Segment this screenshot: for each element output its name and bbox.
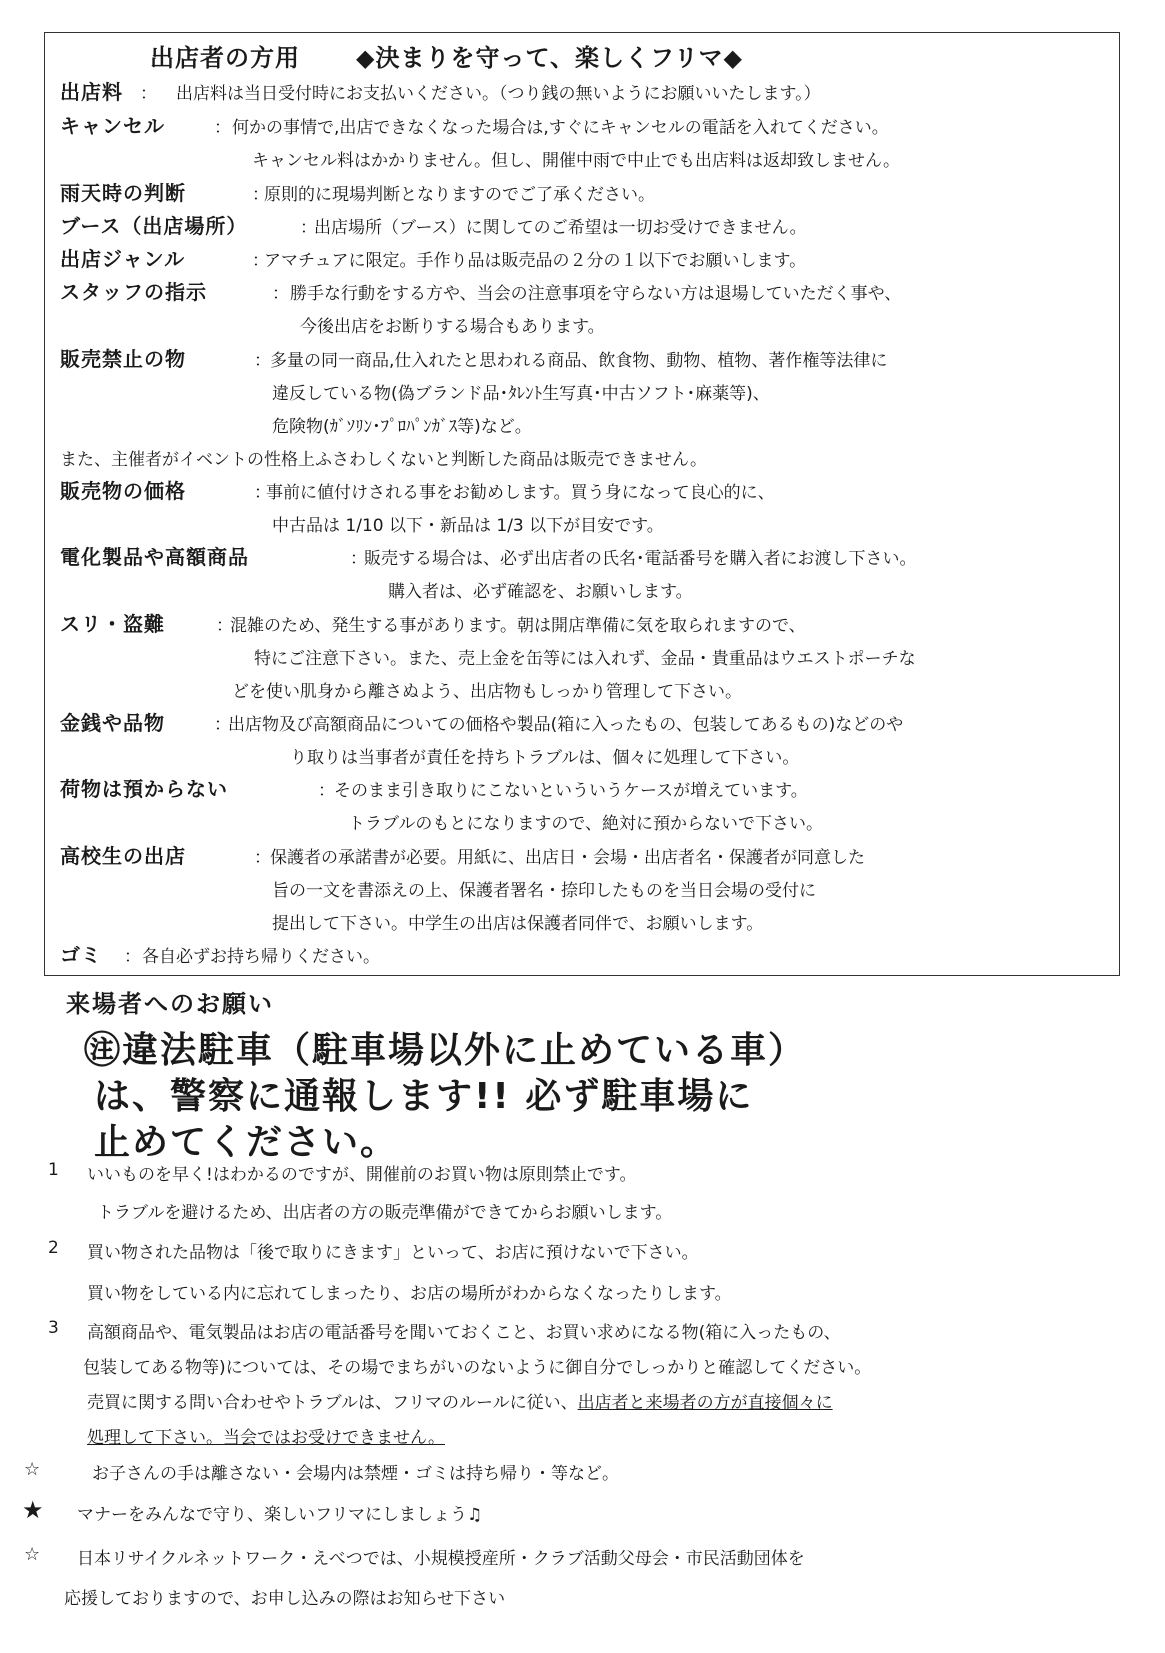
visitor-item-number: 2 <box>48 1238 59 1258</box>
rule-staff <box>0 276 1165 309</box>
rule-text: 特にご注意下さい。また、売上金を缶等には入れず、金品・貴重品はウエストポーチな <box>254 649 916 669</box>
rule-text: 違反している物(偽ブランド品･ﾀﾚﾝﾄ生写真･中古ソフト･麻薬等)、 <box>272 384 770 404</box>
rule-separator: ： <box>252 185 269 205</box>
exhibitor-title-right: ◆決まりを守って、楽しくフリマ◆ <box>356 44 743 72</box>
rule-text: キャンセル料はかかりません。但し、開催中雨で中止でも出店料は返却致しません。 <box>252 151 901 171</box>
rule-booth <box>0 210 1165 243</box>
rule-rain <box>0 177 1165 210</box>
rule-cancel-cont <box>0 143 1165 176</box>
visitor-item-text-plain: 売買に関する問い合わせやトラブルは、フリマのルールに従い、 <box>87 1393 578 1413</box>
rule-pricing-cont <box>0 508 1165 541</box>
rule-highschool-cont <box>0 906 1165 939</box>
rule-label: ブース（出店場所） <box>60 214 248 238</box>
exhibitor-section-title <box>150 38 1050 70</box>
rule-text: 何かの事情で,出店できなくなった場合は,すぐにキャンセルの電話を入れてください。 <box>232 118 889 138</box>
rule-separator: ： <box>272 284 289 304</box>
visitor-item-text: トラブルを避けるため、出店者の方の販売準備ができてからお願いします。 <box>97 1203 673 1223</box>
parking-warning-line: ㊟違法駐車（駐車場以外に止めている車） <box>84 1030 807 1071</box>
rule-text: 保護者の承諾書が必要。用紙に、出店日・会場・出店者名・保護者が同意した <box>270 848 865 868</box>
rule-separator: ： <box>254 351 271 371</box>
rule-separator: ： <box>214 118 231 138</box>
exhibitor-title-left: 出店者の方用 <box>150 44 300 72</box>
rule-text: 提出して下さい。中学生の出店は保護者同伴で、お願いします。 <box>272 914 764 934</box>
rule-label: 電化製品や高額商品 <box>60 545 249 569</box>
rule-separator: ： <box>254 848 271 868</box>
parking-warning-line: 止めてください。 <box>94 1122 399 1163</box>
rule-text: 出店物及び高額商品についての価格や製品(箱に入ったもの、包装してあるもの)などのや <box>228 715 904 735</box>
rule-text: 旨の一文を書添えの上、保護者署名・捺印したものを当日会場の受付に <box>272 881 816 901</box>
rule-separator: ： <box>214 715 231 735</box>
rule-label: 高校生の出店 <box>60 844 186 868</box>
rule-text: 中古品は 1/10 以下・新品は 1/3 以下が目安です。 <box>272 516 664 536</box>
rule-text: トラブルのもとになりますので、絶対に預からないで下さい。 <box>348 814 823 834</box>
rule-text: 購入者は、必ず確認を、お願いします。 <box>388 582 693 602</box>
rule-text: 多量の同一商品,仕入れたと思われる商品、飲食物、動物、植物、著作権等法律に <box>270 351 888 371</box>
rule-theft-cont <box>0 641 1165 674</box>
rule-separator: ： <box>124 947 141 967</box>
visitor-item-text: 買い物された品物は「後で取りにきます」といって、お店に預けないで下さい。 <box>87 1243 699 1263</box>
white-star-icon: ☆ <box>24 1459 41 1480</box>
visitor-item-text: 高額商品や、電気製品はお店の電話番号を聞いておくこと、お買い求めになる物(箱に入ったもの、 <box>87 1323 841 1343</box>
visitor-item-text-underlined: 処理して下さい。当会ではお受けできません。 <box>87 1428 446 1448</box>
rule-label: キャンセル <box>60 114 165 138</box>
rule-money-cont <box>0 740 1165 773</box>
rule-label: スタッフの指示 <box>60 280 207 304</box>
rule-prohibited-cont <box>0 409 1165 442</box>
visitor-item-number: 1 <box>48 1160 59 1180</box>
rule-electronics-cont <box>0 574 1165 607</box>
rule-highschool-cont <box>0 873 1165 906</box>
rule-text: 原則的に現場判断となりますのでご了承ください。 <box>264 185 655 205</box>
rule-text: 出店料は当日受付時にお支払いください。（つり銭の無いようにお願いいたします。） <box>176 84 821 104</box>
rule-luggage-cont <box>0 806 1165 839</box>
rule-label: 雨天時の判断 <box>60 181 186 205</box>
rule-label: ゴミ <box>60 943 102 967</box>
rule-garbage <box>0 939 1165 972</box>
rule-text: 販売する場合は、必ず出店者の氏名･電話番号を購入者にお渡し下さい。 <box>364 549 917 569</box>
rule-text: 今後出店をお断りする場合もあります。 <box>300 317 605 337</box>
rule-luggage <box>0 773 1165 806</box>
rule-fee <box>0 76 1165 109</box>
rule-label: 荷物は預からない <box>60 777 228 801</box>
rule-separator: ： <box>140 84 157 104</box>
rule-text: 勝手な行動をする方や、当会の注意事項を守らない方は退場していただく事や、 <box>290 284 902 304</box>
rule-money <box>0 707 1165 740</box>
rule-pricing <box>0 475 1165 508</box>
rule-label: スリ・盗難 <box>60 612 165 636</box>
note-text: マナーをみんなで守り、楽しいフリマにしましょう♫ <box>77 1505 483 1525</box>
visitor-item-text: いいものを早く!はわかるのですが、開催前のお買い物は原則禁止です。 <box>87 1165 637 1185</box>
rule-organizer-note <box>0 442 1165 475</box>
visitor-section-title: 来場者へのお願い <box>66 990 274 1018</box>
black-star-icon: ★ <box>22 1496 44 1524</box>
rule-separator: ： <box>254 483 271 503</box>
white-star-icon: ☆ <box>24 1544 41 1565</box>
rule-separator: ： <box>350 549 367 569</box>
rule-label: 金銭や品物 <box>60 711 165 735</box>
rule-label: 出店ジャンル <box>60 247 186 271</box>
visitor-item-number: 3 <box>48 1318 59 1338</box>
rule-prohibited <box>0 343 1165 376</box>
rule-cancel <box>0 110 1165 143</box>
note-text: 日本リサイクルネットワーク・えべつでは、小規模授産所・クラブ活動父母会・市民活動団体を <box>77 1549 805 1569</box>
rule-separator: ： <box>318 781 335 801</box>
rule-text: 事前に値付けされる事をお勧めします。買う身になって良心的に、 <box>266 483 775 503</box>
rule-text: どを使い肌身から離さぬよう、出店物もしっかり管理して下さい。 <box>232 682 742 702</box>
visitor-item-text: 包装してある物等)については、その場でまちがいのないように御自分でしっかりと確認してください。 <box>83 1358 872 1378</box>
rule-prohibited-cont <box>0 376 1165 409</box>
rule-text: 混雑のため、発生する事があります。朝は開店準備に気を取られますので、 <box>230 616 806 636</box>
rule-text: 出店場所（ブース）に関してのご希望は一切お受けできません。 <box>314 218 807 238</box>
parking-warning-line: は、警察に通報します!! 必ず駐車場に <box>94 1076 754 1117</box>
rule-separator: ： <box>252 251 269 271</box>
rule-text: アマチュアに限定。手作り品は販売品の２分の１以下でお願いします。 <box>264 251 807 271</box>
rule-text: 各自必ずお持ち帰りください。 <box>142 947 380 967</box>
rule-text: そのまま引き取りにこないといういうケースが増えています。 <box>334 781 808 801</box>
rule-theft-cont <box>0 674 1165 707</box>
rule-text: 危険物(ｶﾞｿﾘﾝ･ﾌﾟﾛﾊﾟﾝｶﾞｽ等)など。 <box>272 417 532 437</box>
rule-genre <box>0 243 1165 276</box>
rule-separator: ： <box>216 616 233 636</box>
rule-separator: ： <box>300 218 317 238</box>
rule-text: り取りは当事者が責任を持ちトラブルは、個々に処理して下さい。 <box>290 748 800 768</box>
rule-label: 販売物の価格 <box>60 479 186 503</box>
rule-text: また、主催者がイベントの性格上ふさわしくないと判断した商品は販売できません。 <box>60 450 708 470</box>
visitor-item-text-underlined: 出店者と来場者の方が直接個々に <box>577 1393 833 1413</box>
rule-electronics <box>0 541 1165 574</box>
rule-label: 出店料 <box>60 80 123 104</box>
note-text: 応援しておりますので、お申し込みの際はお知らせ下さい <box>64 1589 506 1609</box>
rule-label: 販売禁止の物 <box>60 347 186 371</box>
note-text: お子さんの手は離さない・会場内は禁煙・ゴミは持ち帰り・等など。 <box>92 1464 619 1484</box>
rule-theft <box>0 608 1165 641</box>
visitor-item-text <box>87 1388 833 1413</box>
rule-highschool <box>0 840 1165 873</box>
rule-staff-cont <box>0 309 1165 342</box>
visitor-item-text: 買い物をしている内に忘れてしまったり、お店の場所がわからなくなったりします。 <box>87 1284 732 1304</box>
